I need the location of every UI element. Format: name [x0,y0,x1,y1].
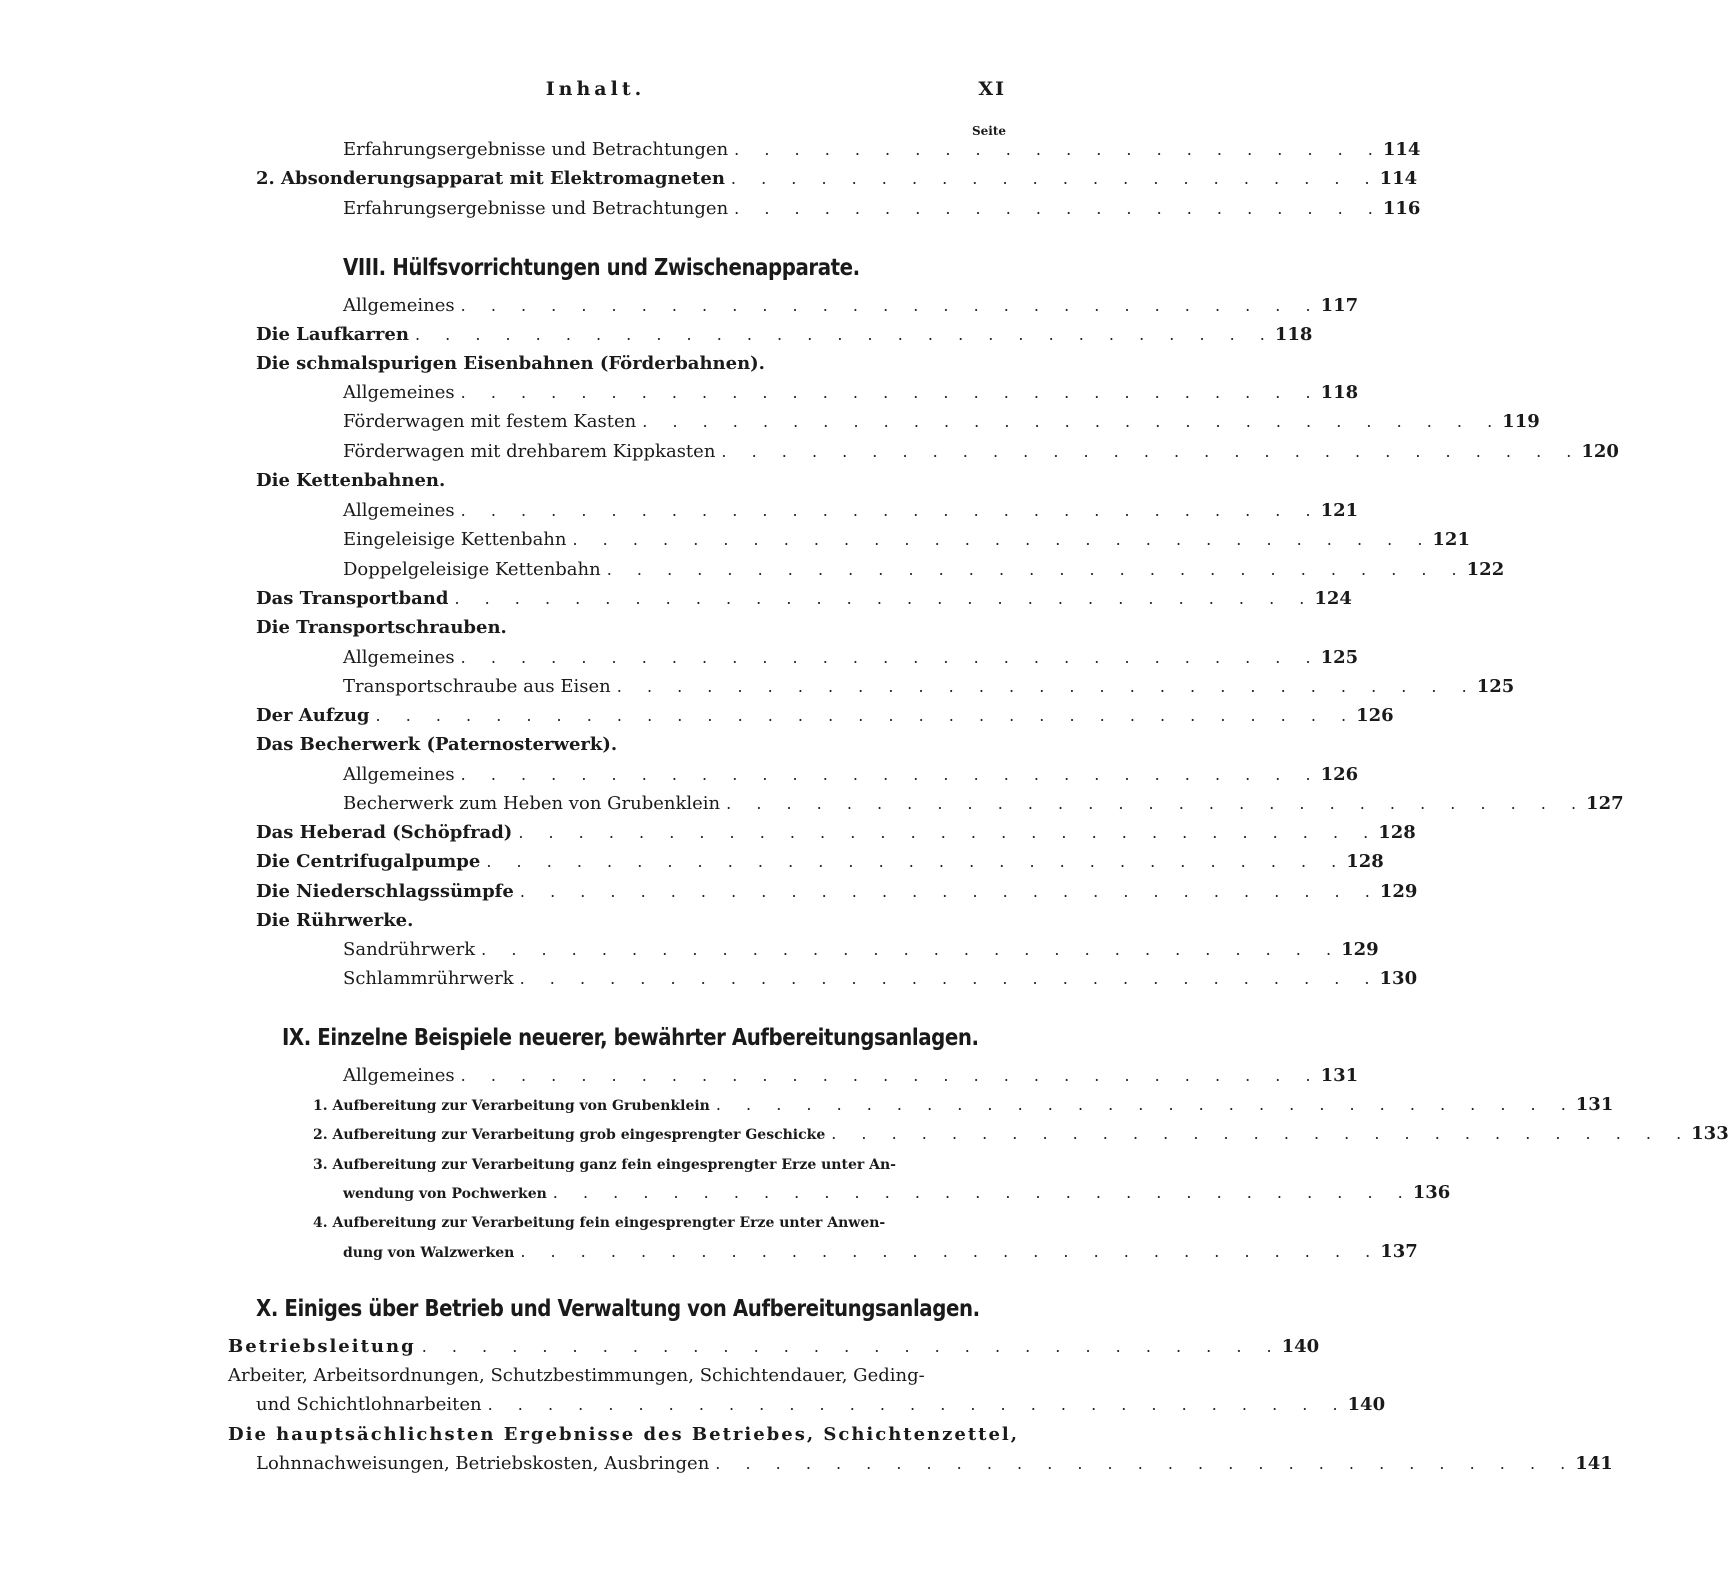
toc-entry-line: 3. Aufbereitung zur Verarbeitung ganz fein eingesprengter Erze unter An- [313,1157,896,1173]
toc-group-heading: Die Kettenbahnen. [256,470,446,491]
running-head-title: Inhalt. [545,78,646,100]
toc-group-heading: Die schmalspurigen Eisenbahnen (Förderbahnen). [256,353,765,374]
toc-entry: Der Aufzug . . . . . . . . . . . . . . . . . . . . . . . . . . . . . . . . . 126 [256,705,1394,726]
running-head-page-number: XI [978,78,1006,100]
toc-entry: wendung von Pochwerken . . . . . . . . . . . . . . . . . . . . . . . . . . . . . 136 [343,1182,1451,1203]
toc-entry: Sandrührwerk . . . . . . . . . . . . . . . . . . . . . . . . . . . . . 129 [343,939,1379,960]
toc-entry: Eingeleisige Kettenbahn . . . . . . . . . . . . . . . . . . . . . . . . . . . . . 121 [343,529,1470,550]
toc-entry: Förderwagen mit festem Kasten . . . . . . . . . . . . . . . . . . . . . . . . . . . . . 119 [343,411,1540,432]
toc-entry: Allgemeines . . . . . . . . . . . . . . . . . . . . . . . . . . . . . 121 [343,500,1359,521]
toc-entry: Förderwagen mit drehbarem Kippkasten . . . . . . . . . . . . . . . . . . . . . . . . . . . . . 120 [343,441,1619,462]
section-heading-viii: VIII. Hülfsvorrichtungen und Zwischenapparate. [343,255,860,281]
toc-entry: Allgemeines . . . . . . . . . . . . . . . . . . . . . . . . . . . . . 131 [343,1065,1359,1086]
toc-group-heading: Das Becherwerk (Paternosterwerk). [256,734,618,755]
toc-entry: Erfahrungsergebnisse und Betrachtungen . . . . . . . . . . . . . . . . . . . . . . 116 [343,198,1421,219]
toc-entry: Betriebsleitung . . . . . . . . . . . . . . . . . . . . . . . . . . . . . 140 [228,1336,1320,1357]
toc-entry: Becherwerk zum Heben von Grubenklein . . . . . . . . . . . . . . . . . . . . . . . . . . . . . 127 [343,793,1624,814]
toc-entry: dung von Walzwerken . . . . . . . . . . . . . . . . . . . . . . . . . . . . . 137 [343,1241,1418,1262]
toc-entry: Die Centrifugalpumpe . . . . . . . . . . . . . . . . . . . . . . . . . . . . . 128 [256,851,1384,872]
toc-entry-line: Die hauptsächlichsten Ergebnisse des Betriebes, Schichtenzettel, [228,1424,1020,1445]
toc-entry: Die Laufkarren . . . . . . . . . . . . . . . . . . . . . . . . . . . . . 118 [256,324,1313,345]
toc-entry: Schlammrührwerk . . . . . . . . . . . . . . . . . . . . . . . . . . . . . 130 [343,968,1418,989]
toc-entry: Transportschraube aus Eisen . . . . . . . . . . . . . . . . . . . . . . . . . . . . . 125 [343,676,1515,697]
toc-entry: Allgemeines . . . . . . . . . . . . . . . . . . . . . . . . . . . . . 118 [343,382,1359,403]
toc-entry: Das Heberad (Schöpfrad) . . . . . . . . . . . . . . . . . . . . . . . . . . . . . 128 [256,822,1416,843]
toc-entry-line: Arbeiter, Arbeitsordnungen, Schutzbestimmungen, Schichtendauer, Geding- [228,1365,925,1386]
toc-entry: Erfahrungsergebnisse und Betrachtungen . . . . . . . . . . . . . . . . . . . . . . 114 [343,139,1421,160]
seite-column-label: Seite [971,124,1006,138]
section-heading-ix: IX. Einzelne Beispiele neuerer, bewährter Aufbereitungsanlagen. [282,1025,979,1051]
toc-entry-line: 4. Aufbereitung zur Verarbeitung fein eingesprengter Erze unter Anwen- [313,1215,886,1231]
toc-entry: 2. Absonderungsapparat mit Elektromagneten . . . . . . . . . . . . . . . . . . . . . . 114 [256,168,1418,189]
toc-group-heading: Die Rührwerke. [256,910,414,931]
toc-entry: 2. Aufbereitung zur Verarbeitung grob eingesprengter Geschicke . . . . . . . . . . . . . . . . . . . . . . . . . . . . . 133 [313,1123,1729,1144]
toc-entry: Allgemeines . . . . . . . . . . . . . . . . . . . . . . . . . . . . . 117 [343,295,1359,316]
toc-group-heading: Die Transportschrauben. [256,617,507,638]
section-heading-x: X. Einiges über Betrieb und Verwaltung von Aufbereitungsanlagen. [256,1296,980,1322]
toc-entry: 1. Aufbereitung zur Verarbeitung von Grubenklein . . . . . . . . . . . . . . . . . . . . . . . . . . . . . 131 [313,1094,1614,1115]
toc-entry: Lohnnachweisungen, Betriebskosten, Ausbringen . . . . . . . . . . . . . . . . . . . . . . . . . . . . . 141 [256,1453,1613,1474]
toc-entry: Allgemeines . . . . . . . . . . . . . . . . . . . . . . . . . . . . . 126 [343,764,1359,785]
toc-entry: Allgemeines . . . . . . . . . . . . . . . . . . . . . . . . . . . . . 125 [343,647,1359,668]
toc-entry: und Schichtlohnarbeiten . . . . . . . . . . . . . . . . . . . . . . . . . . . . . 140 [256,1394,1386,1415]
toc-entry: Das Transportband . . . . . . . . . . . . . . . . . . . . . . . . . . . . . 124 [256,588,1352,609]
toc-entry: Doppelgeleisige Kettenbahn . . . . . . . . . . . . . . . . . . . . . . . . . . . . . 122 [343,559,1505,580]
toc-entry: Die Niederschlagssümpfe . . . . . . . . . . . . . . . . . . . . . . . . . . . . . 129 [256,881,1418,902]
